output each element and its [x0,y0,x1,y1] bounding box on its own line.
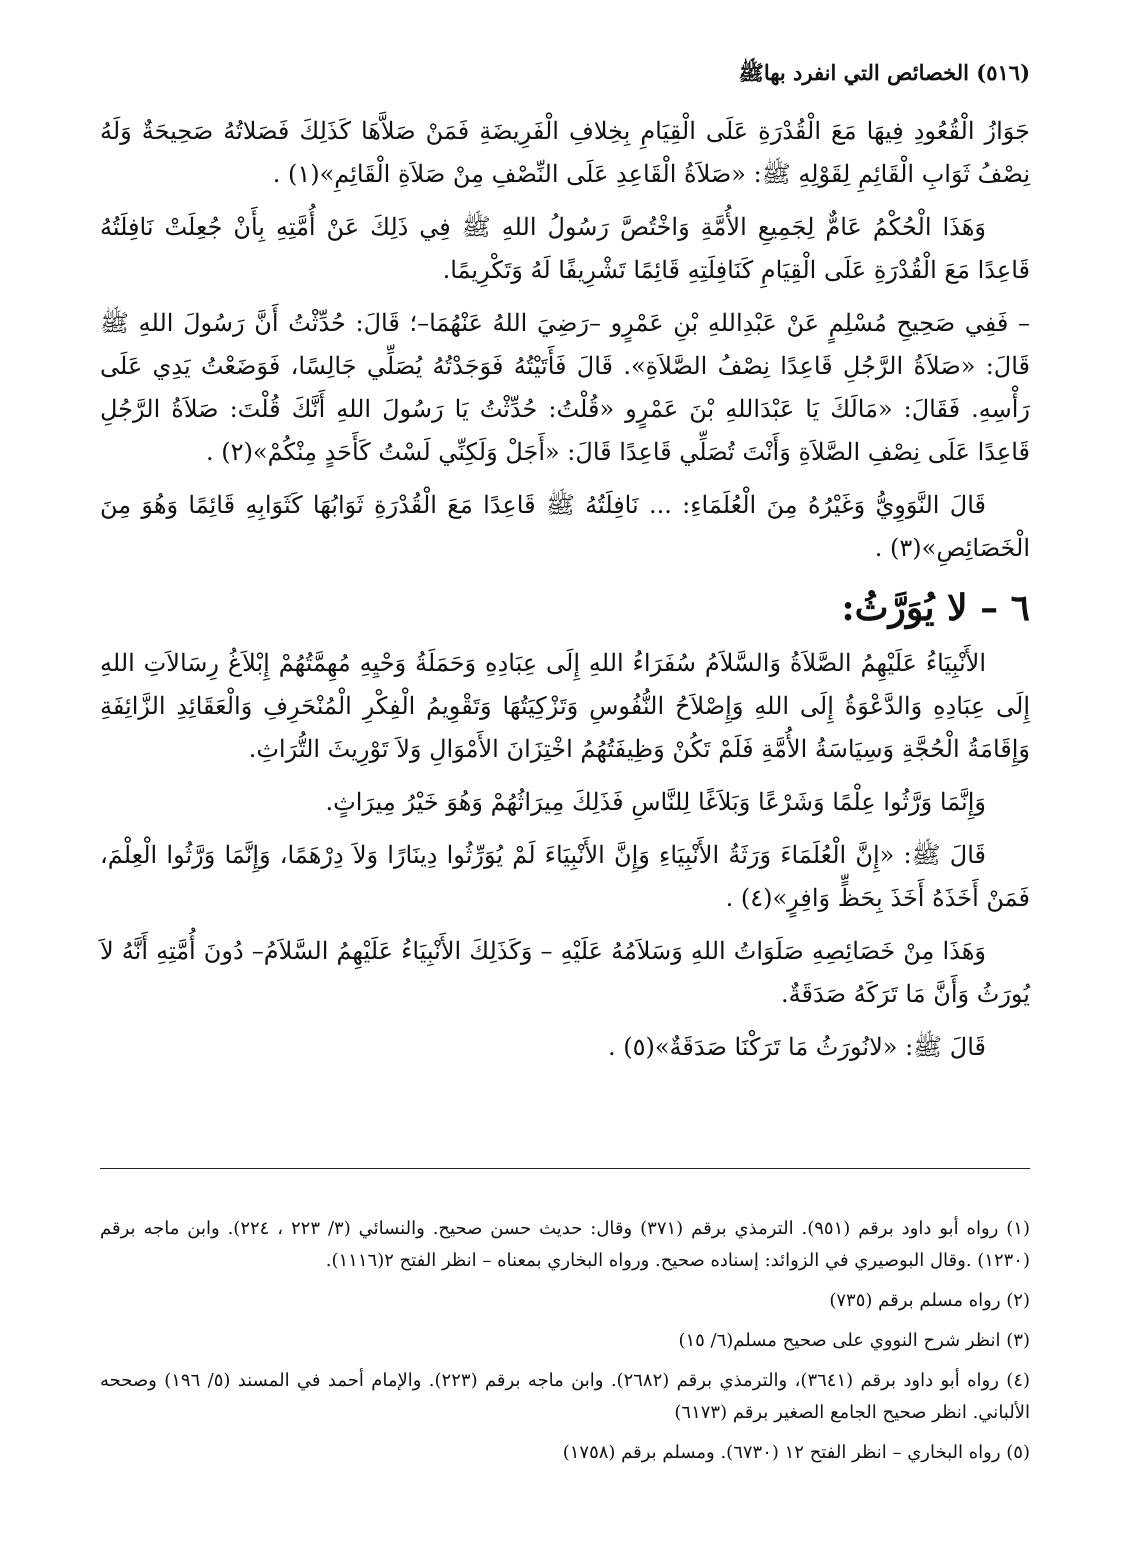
footnote: (٤) رواه أبو داود برقم (٣٦٤١)، والترمذي برقم (٢٦٨٢). وابن ماجه برقم (٢٢٣). والإمام أحمد في المسند (٥/ ١٩٦) وصححه الألباني. انظر صحيح الجامع الصغير برقم (٦١٧٣) [100,1370,1031,1423]
section-heading: ٦ – لا يُوَرَّثُ: [841,587,1030,629]
paragraph: الأَنْبِيَاءُ عَلَيْهِمُ الصَّلاَةُ وَالسَّلاَمُ سُفَرَاءُ اللهِ إِلَى عِبَادِهِ وَحَمَلَةُ وَحْيِهِ مُهِمَّتُهُمْ إِبْلاَغُ رِسَالاَتِ اللهِ إِلَى عِبَادِهِ وَالدَّعْوَةُ إِلَى اللهِ وَإِصْلاَحُ النُّفُوسِ وَتَزْكِيَتُهَا وَتَقْوِيمُ الْفِكْرِ الْمُنْحَرِفِ وَالْعَقَائِدِ الزَّائِفَةِ وَإِقَامَةُ الْحُجَّةِ وَسِيَاسَةُ الأُمَّةِ فَلَمْ تَكُنْ وَظِيفَتُهُمُ اخْتِزَانَ الأَمْوَالِ وَلاَ تَوْرِيثَ التُّرَاثِ. [100,649,1030,763]
paragraph: جَوَازُ الْقُعُودِ فِيهَا مَعَ الْقُدْرَةِ عَلَى الْقِيَامِ بِخِلافِ الْفَرِيضَةِ فَمَنْ صَلاَّهَا كَذَلِكَ فَصَلاتُهُ صَحِيحَةٌ وَلَهُ نِصْفُ ثَوَابِ الْقَائِمِ لِقَوْلِهِ ﷺ: «صَلاَةُ الْقَاعِدِ عَلَى النِّصْفِ مِنْ صَلاَةِ الْقَائِمِ»(١) . [100,117,1030,188]
paragraph: وَإِنَّمَا وَرَّثُوا عِلْمًا وَشَرْعًا وَبَلاَغًا لِلنَّاسِ فَذَلِكَ مِيرَاثُهُمْ وَهُوَ خَيْرُ مِيرَاثٍ. [325,788,986,816]
footnote: (٣) انظر شرح النووي على صحيح مسلم(٦/ ١٥) [678,1330,1030,1351]
paragraph: قَالَ النَّوَوِيُّ وَغَيْرُهُ مِنَ الْعُلَمَاءِ: ... نَافِلَتُهُ ﷺ قَاعِدًا مَعَ الْقُدْرَةِ ثَوَابُهَا كَثَوَابِهِ قَائِمًا وَهُوَ مِنَ الْخَصَائِصِ»(٣) . [100,491,1030,562]
page [100,58,1030,1079]
footnote: (٢) رواه مسلم برقم (٧٣٥) [829,1290,1030,1311]
footnote: (٥) رواه البخاري – انظر الفتح ١٢ (٦٧٣٠). ومسلم برقم (١٧٥٨) [562,1442,1030,1463]
paragraph: قَالَ ﷺ: «إِنَّ الْعُلَمَاءَ وَرَثَةُ الأَنْبِيَاءِ وَإِنَّ الأَنْبِيَاءَ لَمْ يُوَرِّثُوا دِينَارًا وَلاَ دِرْهَمًا، وَإِنَّمَا وَرَّثُوا الْعِلْمَ، فَمَنْ أَخَذَهُ أَخَذَ بِحَظٍّ وَافِرٍ»(٤) . [100,841,1030,912]
running-header: (٥١٦) الخصائص التي انفرد بهاﷺ [738,60,1030,85]
footnote: (١) رواه أبو داود برقم (٩٥١). الترمذي برقم (٣٧١) وقال: حديث حسن صحيح. والنسائي (٣/ ٢٢٣ ، ٢٢٤). وابن ماجه برقم (١٢٣٠) .وقال البوصيري في الزوائد: إسناده صحيح. ورواه البخاري بمعناه – انظر الفتح ٢(١١١٦). [100,1218,1030,1271]
paragraph: وَهَذَا مِنْ خَصَائِصِهِ صَلَوَاتُ اللهِ وَسَلاَمُهُ عَلَيْهِ – وَكَذَلِكَ الأَنْبِيَاءُ عَلَيْهِمُ السَّلاَمُ– دُونَ أُمَّتِهِ أَنَّهُ لاَ يُورَثُ وَأَنَّ مَا تَرَكَهُ صَدَقَةٌ. [100,937,1030,1008]
paragraph: – فَفِي صَحِيحِ مُسْلِمٍ عَنْ عَبْدِاللهِ بْنِ عَمْرٍو –رَضِيَ اللهُ عَنْهُمَا–؛ قَالَ: حُدِّثْتُ أَنَّ رَسُولَ اللهِ ﷺ قَالَ: «صَلاَةُ الرَّجُلِ قَاعِدًا نِصْفُ الصَّلاَةِ». قَالَ فَأَتَيْتُهُ فَوَجَدْتُهُ يُصَلِّي جَالِسًا، فَوَضَعْتُ يَدِي عَلَى رَأْسِهِ. فَقَالَ: «مَالَكَ يَا عَبْدَاللهِ بْنَ عَمْرٍو «قُلْتُ: حُدِّثْتُ يَا رَسُولَ اللهِ أَنَّكَ قُلْتَ: صَلاَةُ الرَّجُلِ قَاعِدًا عَلَى نِصْفِ الصَّلاَةِ وَأَنْتَ تُصَلِّي قَاعِدًا قَالَ: «أَجَلْ وَلَكِنِّي لَسْتُ كَأَحَدٍ مِنْكُمْ»(٢) . [100,309,1030,466]
main-text [100,110,1030,1069]
paragraph: وَهَذَا الْحُكْمُ عَامٌّ لِجَمِيعِ الأُمَّةِ وَاخْتُصَّ رَسُولُ اللهِ ﷺ فِي ذَلِكَ عَنْ أُمَّتِهِ بِأَنْ جُعِلَتْ نَافِلَتُهُ قَاعِدًا مَعَ الْقُدْرَةِ عَلَى الْقِيَامِ كَنَافِلَتِهِ قَائِمًا تَشْرِيفًا لَهُ وَتَكْرِيمًا. [100,213,1030,284]
footnote-separator [100,1168,1030,1169]
footnotes [100,1213,1030,1477]
paragraph: قَالَ ﷺ: «لانُورَثُ مَا تَرَكْنَا صَدَقَةٌ»(٥) . [607,1033,986,1061]
